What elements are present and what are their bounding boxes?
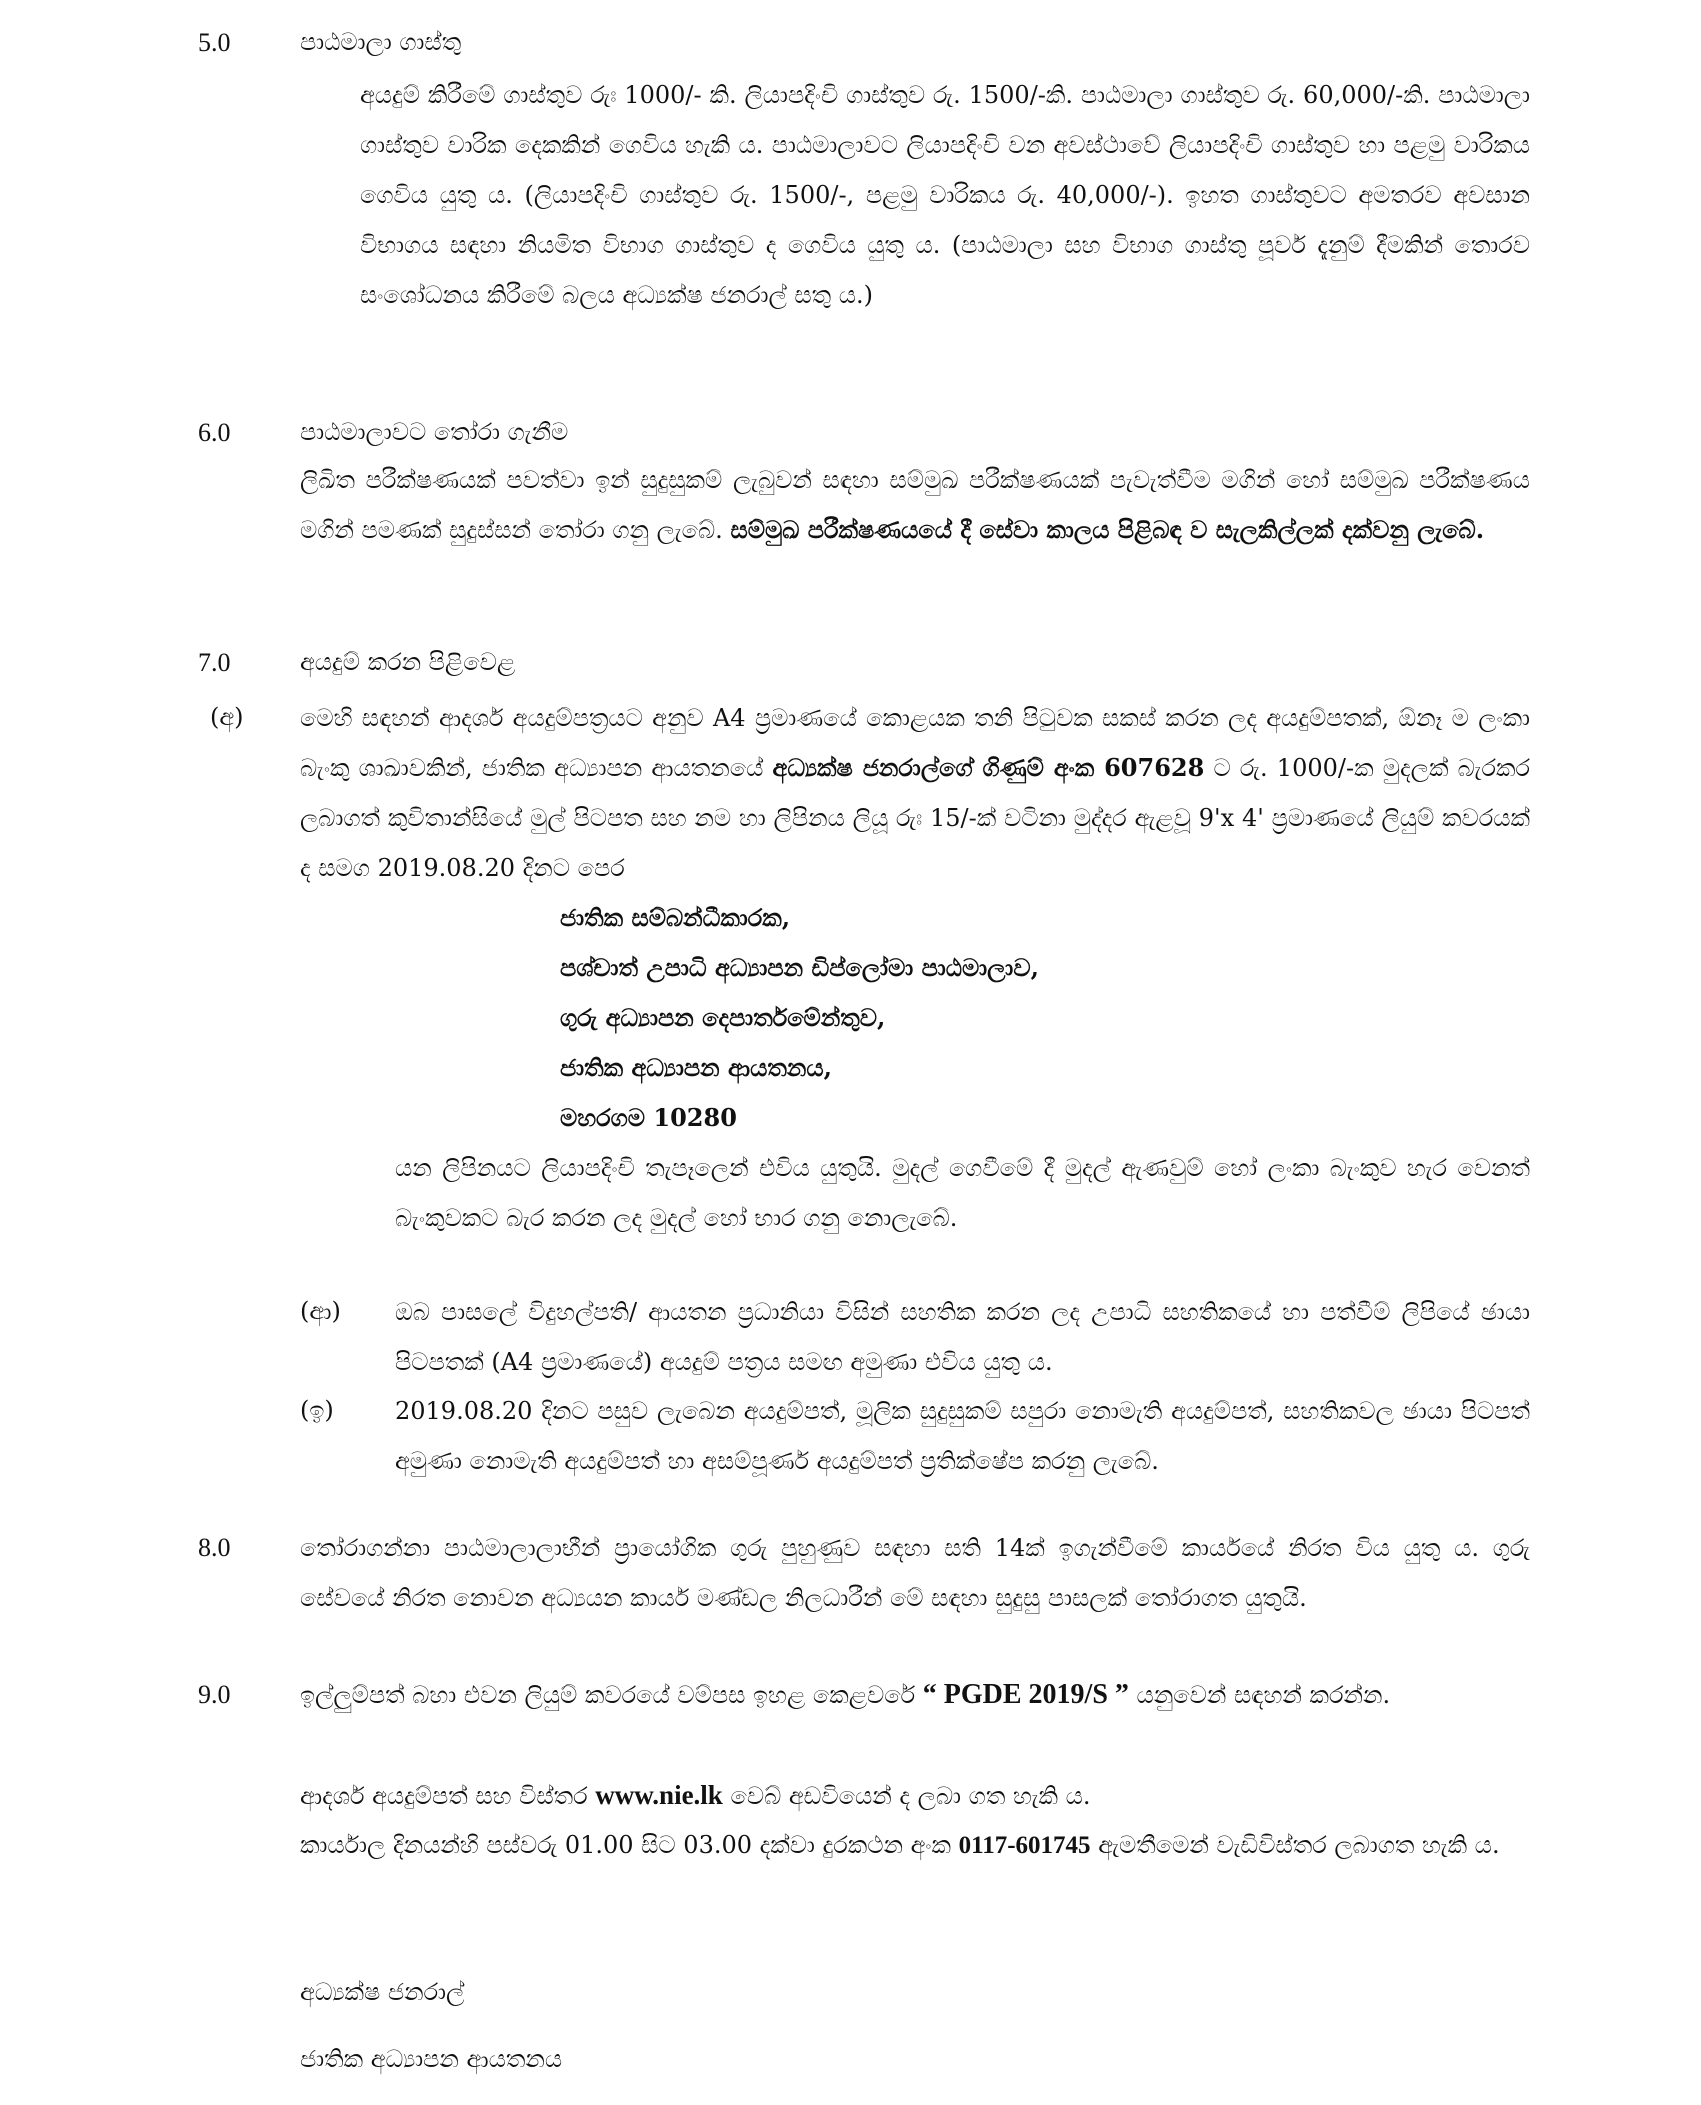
phone-number: 0117-601745 [958, 1832, 1091, 1859]
phone-post: ඇමතීමෙන් වැඩිවිස්තර ලබාගත හැකි ය. [1098, 1831, 1500, 1859]
section-5-body: අයදුම් කිරීමේ ගාස්තුව රුඃ 1000/- කි. ලියාපදිංචි ගාස්තුව රු. 1500/-කි. පාඨමාලා ගාස්තුව රු. 60,000/-කි. පාඨමාලා ගාස්තුව වාරික දෙකකින් ගෙවිය හැකි ය. පාඨමාලාවට ලියාපදිංචි වන අවස්ථාවේ ලියාපදිංචි ගාස්තුව හා පළමු වාරිකය ගෙවිය යුතු ය. (ලියාපදිංචි ගාස්තුව රු. 1500/-, පළමු වාරිකය රු. 40,000/-). ඉහත ගාස්තුවට අමතරව අවසාන විභාගය සඳහා නියමිත විභාග ගාස්තුව ද ගෙවිය යුතු ය. (පාඨමාලා සහ විභාග ගාස්තු පූර්ව දැනුම් දීමකින් තොරව සංශෝධනය කිරීමේ බලය අධ්‍යක්ෂ ජනරාල් සතු ය.) [360, 81, 1530, 309]
item-aa-marker: (ආ) [300, 1297, 341, 1325]
signature-institute: ජාතික අධ්‍යාපන ආයතනය [300, 2045, 563, 2073]
item-a-body [300, 693, 1530, 893]
section-7-number: 7.0 [198, 648, 231, 677]
section-9-number: 9.0 [198, 1680, 231, 1709]
address-line: ජාතික සම්බන්ධීකාරක, [560, 903, 791, 932]
phone-pre: කාර්යාල දිනයන්හි පස්වරු 01.00 සිට 03.00 දක්වා දුරකථන අංක [300, 1831, 951, 1859]
section-7-heading: අයදුම් කරන පිළිවෙළ [300, 648, 516, 676]
website-post: වෙබ් අඩවියෙන් ද ලබා ගත හැකි ය. [730, 1782, 1091, 1810]
item-a-text-1: මෙහි සඳහන් ආදර්ශ අයදුම්පත්‍රයට අනුව A4 ප්‍රමාණයේ කොළයක තනි පිටුවක සකස් කරන ලද අයදුම්පතක්, ඕනෑ ම ලංකා බැංකු ශාඛාවකින්, ජාතික අධ්‍යාපන ආයතනයේ [300, 704, 1530, 782]
address-line: මහරගම 10280 [560, 1103, 737, 1132]
section-5-number: 5.0 [198, 28, 231, 57]
section-6-heading: පාඨමාලාවට තෝරා ගැනීම [300, 418, 569, 446]
item-a-after-text: යන ලිපිනයට ලියාපදිංචි තැපෑලෙන් එවිය යුතුයි. මුදල් ගෙවීමේ දී මුදල් ඇණවුම් හෝ ලංකා බැංකුව හැර වෙනත් බැංකුවකට බැර කරන ලද මුදල් හෝ භාර ගනු නොලැබේ. [395, 1154, 1530, 1232]
section-8-number: 8.0 [198, 1533, 231, 1562]
address-line: ගුරු අධ්‍යාපන දෙපාර්තමේන්තුව, [560, 1003, 886, 1032]
section-9-body [300, 1670, 1530, 1720]
section-9-code: “ PGDE 2019/S ” [922, 1679, 1129, 1710]
section-9-text-2: යනුවෙන් සඳහන් කරන්න. [1136, 1681, 1391, 1709]
section-6-number: 6.0 [198, 418, 231, 447]
section-6-text: ලිඛිත පරීක්ෂණයක් පවත්වා ඉන් සුදුසුකම් ලැබුවන් සඳහා සම්මුඛ පරීක්ෂණයක් පැවැත්වීම මගින් හෝ සම්මුඛ පරීක්ෂණය මගින් පමණක් සුදුස්සන් තෝරා ගනු ලැබේ. [300, 466, 1530, 544]
item-i-marker: (ඉ) [300, 1396, 334, 1424]
item-a-account: අධ්‍යක්ෂ ජනරාල්ගේ ගිණුම් අංක 607628 [772, 753, 1205, 782]
section-8-body: තෝරාගන්නා පාඨමාලාලාභීන් ප්‍රායෝගික ගුරු පුහුණුව සඳහා සති 14ක් ඉගැන්වීමේ කාර්යයේ නිරත විය යුතු ය. ගුරු සේවයේ නිරත නොවන අධ්‍යයන කාර්ය මණ්ඩල නිලධාරීන් මේ සඳහා සුදුසු පාසලක් තෝරාගත යුතුයි. [300, 1534, 1530, 1612]
section-6-bold-text: සම්මුඛ පරීක්ෂණයයේ දී සේවා කාලය පිළිබඳ ව සැලකිල්ලක් දක්වනු ලැබේ. [730, 515, 1485, 544]
website-pre: ආදර්ශ අයදුම්පත් සහ විස්තර [300, 1782, 588, 1810]
address-line: ජාතික අධ්‍යාපන ආයතනය, [560, 1053, 832, 1082]
item-a-marker: (අ) [210, 703, 244, 731]
website-line [300, 1770, 1530, 1821]
item-a-text-2: ට රු. 1000/-ක මුදලක් බැරකර ලබාගත් කුවිතාන්සියේ මුල් පිටපත සහ නම හා ලිපිනය ලියූ රුඃ 15/-ක් වටිනා මුද්දර ඇළවූ 9'x 4' ප්‍රමාණයේ ලියුම් කවරයක් ද සමග 2019.08.20 දිනට පෙර [300, 754, 1530, 882]
signature-title: අධ්‍යක්ෂ ජනරාල් [300, 1978, 465, 2006]
section-9-text-1: ඉල්ලුම්පත් බහා එවන ලියුම් කවරයේ වම්පස ඉහළ කෙළවරේ [300, 1681, 916, 1709]
website-link: www.nie.lk [595, 1780, 723, 1810]
section-5-heading: පාඨමාලා ගාස්තු [300, 28, 462, 56]
address-line: පශ්චාත් උපාධි අධ්‍යාපන ඩිප්ලෝමා පාඨමාලාව, [560, 953, 1039, 982]
item-i-body: 2019.08.20 දිනට පසුව ලැබෙන අයදුම්පත්, මූලික සුදුසුකම් සපුරා නොමැති අයදුම්පත්, සහතිකවල ඡායා පිටපත් අමුණා නොමැති අයදුම්පත් හා අසම්පූර්ණ අයදුම්පත් ප්‍රතික්ෂේප කරනු ලැබේ. [395, 1397, 1530, 1475]
address-block [560, 893, 1039, 1143]
item-aa-body: ඔබ පාසලේ විදුහල්පති/ ආයතන ප්‍රධානියා විසින් සහතික කරන ලද උපාධි සහතිකයේ හා පත්වීම් ලිපියේ ඡායා පිටපතක් (A4 ප්‍රමාණයේ) අයදුම් පත්‍රය සමඟ අමුණා එවිය යුතු ය. [395, 1298, 1530, 1376]
section-6-body [300, 455, 1530, 555]
phone-line [300, 1820, 1530, 1871]
